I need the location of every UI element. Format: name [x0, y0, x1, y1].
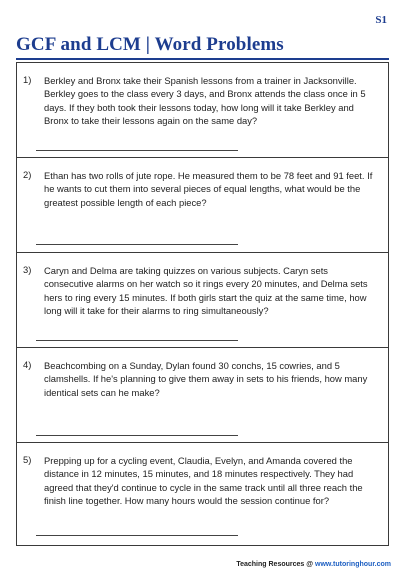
- problem-number: 2): [23, 169, 32, 180]
- problem-1: [16, 62, 389, 158]
- problem-text: Beachcombing on a Sunday, Dylan found 30 conchs, 15 cowries, and 5 clamshells. If he's planning to give them away in sets to his friends, how many identical sets can he make?: [44, 360, 368, 398]
- answer-line[interactable]: [36, 535, 238, 536]
- answer-line[interactable]: [36, 244, 238, 245]
- problem-number: 4): [23, 359, 32, 370]
- footer: [236, 561, 391, 568]
- problem-5: [16, 442, 389, 546]
- problem-text: Berkley and Bronx take their Spanish lessons from a trainer in Jacksonville. Berkley goes to the class every 3 days, and Bronx attends the class once in 5 days. If they both took their lessons today, how long will it take Berkley and Bronx to take their lessons again on the same day?: [44, 75, 366, 127]
- problem-number: 1): [23, 74, 32, 85]
- answer-line[interactable]: [36, 340, 238, 341]
- problem-2: [16, 157, 389, 253]
- footer-site-link[interactable]: www.tutoringhour.com: [315, 561, 391, 568]
- sheet-code: S1: [375, 14, 387, 26]
- problem-3: [16, 252, 389, 348]
- answer-line[interactable]: [36, 435, 238, 436]
- problem-text: Ethan has two rolls of jute rope. He measured them to be 78 feet and 91 feet. If he wants to cut them into several pieces of equal lengths, what would be the greatest possible length of each piece?: [44, 170, 373, 208]
- page-title: GCF and LCM | Word Problems: [16, 34, 284, 55]
- problem-number: 5): [23, 454, 32, 465]
- title-underline: [16, 58, 389, 60]
- answer-line[interactable]: [36, 150, 238, 151]
- problem-number: 3): [23, 264, 32, 275]
- problem-text: Prepping up for a cycling event, Claudia, Evelyn, and Amanda covered the distance in 12 minutes, 15 minutes, and 18 minutes respectively. They had agreed that they'd continue to cycle in the same track until all three reach the finish line together. How many hours would the session continue for?: [44, 455, 363, 507]
- problem-4: [16, 347, 389, 443]
- footer-label: Teaching Resources @: [236, 561, 314, 568]
- problem-text: Caryn and Delma are taking quizzes on various subjects. Caryn sets consecutive alarms on her watch so it rings every 20 minutes, and Delma sets hers to ring every 15 minutes. If both girls start the quiz at the same time, how long will it take for their alarms to ring simultaneously?: [44, 265, 368, 317]
